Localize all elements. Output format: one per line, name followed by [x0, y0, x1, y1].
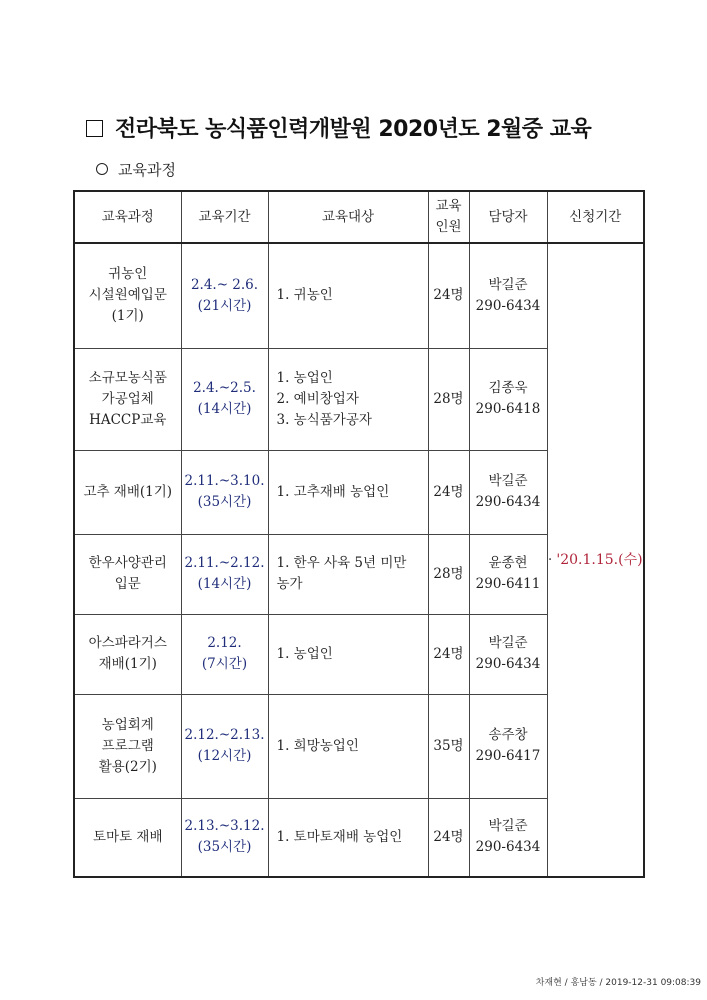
- manager-phone: 290-6434: [475, 494, 541, 510]
- course-cell: [74, 450, 181, 534]
- header-count-line-1: 교육: [435, 198, 462, 214]
- count-cell: 24명: [428, 798, 469, 877]
- course-line: 입문: [114, 576, 141, 592]
- section-subtitle-text: 교육과정: [118, 161, 176, 179]
- course-line: 한우사양관리: [88, 555, 167, 571]
- target-line: 1. 토마토재배 농업인: [276, 828, 403, 845]
- course-line: 프로그램: [101, 737, 154, 754]
- period-dates: 2.4.~2.5.: [193, 380, 256, 396]
- manager-cell: [469, 694, 547, 798]
- header-count-line-2: 인원: [435, 219, 462, 235]
- count-cell: 28명: [428, 348, 469, 450]
- period-cell: [181, 450, 268, 534]
- course-line: 고추 재배(1기): [83, 483, 173, 500]
- target-line: 3. 농식품가공자: [276, 411, 372, 428]
- manager-phone: 290-6434: [475, 839, 541, 856]
- period-hours: (12시간): [197, 748, 252, 764]
- target-line: 1. 고추재배 농업인: [276, 483, 390, 500]
- manager-cell: [469, 534, 547, 614]
- course-cell: [74, 348, 181, 450]
- period-hours: (21시간): [197, 297, 252, 314]
- course-cell: [74, 694, 181, 798]
- header-course: 교육과정: [74, 191, 181, 243]
- target-line: 1. 농업인: [276, 369, 333, 386]
- course-line: 시설원예입문: [88, 287, 167, 304]
- course-cell: [74, 534, 181, 614]
- header-manager: 담당자: [469, 191, 547, 243]
- period-dates: 2.13.~3.12.: [184, 818, 265, 835]
- course-line: 소규모농식품: [88, 369, 167, 386]
- header-period: 교육기간: [181, 191, 268, 243]
- circle-bullet-icon: [96, 163, 108, 175]
- section-subtitle: [96, 159, 176, 180]
- manager-cell: [469, 798, 547, 877]
- count-cell: 24명: [428, 243, 469, 348]
- period-cell: [181, 798, 268, 877]
- course-cell: [74, 614, 181, 694]
- period-dates: 2.11.~2.12.: [184, 555, 265, 571]
- target-cell: [268, 798, 428, 877]
- course-line: 농업회계: [101, 716, 154, 733]
- period-hours: (35시간): [197, 494, 252, 510]
- period-hours: (14시간): [197, 576, 252, 592]
- manager-name: 윤종현: [488, 555, 528, 571]
- target-line: 농가: [276, 576, 303, 592]
- page-title: [86, 112, 666, 143]
- course-cell: [74, 798, 181, 877]
- target-line: 1. 농업인: [276, 645, 333, 662]
- period-hours: (7시간): [201, 656, 248, 672]
- checkbox-square-icon: [86, 120, 103, 137]
- apply-period-cell: [547, 243, 644, 877]
- education-schedule-table: [73, 190, 645, 878]
- period-cell: [181, 243, 268, 348]
- period-hours: (35시간): [197, 839, 252, 856]
- period-dates: 2.12.: [207, 635, 242, 651]
- bullet-dot-icon: ·: [547, 551, 553, 568]
- course-line: 활용(2기): [98, 758, 157, 775]
- apply-period-text: '20.1.15.(수): [556, 551, 643, 568]
- period-dates: 2.11.~3.10.: [184, 473, 265, 489]
- course-line: (1기): [111, 308, 144, 325]
- manager-name: 김종욱: [488, 380, 528, 396]
- print-footer: 차재현 / 홍남동 / 2019-12-31 09:08:39: [535, 978, 701, 988]
- manager-phone: 290-6434: [475, 297, 541, 314]
- target-cell: [268, 450, 428, 534]
- manager-name: 박길준: [488, 276, 528, 293]
- manager-name: 박길준: [488, 473, 528, 489]
- count-cell: 24명: [428, 450, 469, 534]
- count-cell: 24명: [428, 614, 469, 694]
- header-target: 교육대상: [268, 191, 428, 243]
- count-cell: 28명: [428, 534, 469, 614]
- table-row: [74, 243, 644, 348]
- course-line: 아스파라거스: [88, 635, 167, 651]
- target-line: 1. 희망농업인: [276, 737, 359, 754]
- table-header-row: [74, 191, 644, 243]
- manager-phone: 290-6417: [475, 748, 541, 764]
- page-title-text: 전라북도 농식품인력개발원 2020년도 2월중 교육: [115, 117, 592, 142]
- course-line: 재배(1기): [98, 656, 157, 672]
- manager-name: 송주창: [488, 727, 528, 743]
- manager-cell: [469, 614, 547, 694]
- target-cell: [268, 614, 428, 694]
- course-cell: [74, 243, 181, 348]
- period-cell: [181, 614, 268, 694]
- target-cell: [268, 243, 428, 348]
- target-cell: [268, 348, 428, 450]
- manager-phone: 290-6418: [475, 401, 541, 417]
- course-line: 토마토 재배: [93, 828, 163, 845]
- target-line: 1. 귀농인: [276, 287, 333, 304]
- target-cell: [268, 534, 428, 614]
- count-cell: 35명: [428, 694, 469, 798]
- manager-cell: [469, 243, 547, 348]
- period-cell: [181, 694, 268, 798]
- course-line: HACCP교육: [89, 411, 167, 428]
- period-cell: [181, 534, 268, 614]
- course-line: 가공업체: [101, 390, 154, 407]
- manager-cell: [469, 348, 547, 450]
- manager-cell: [469, 450, 547, 534]
- manager-name: 박길준: [488, 635, 528, 651]
- period-cell: [181, 348, 268, 450]
- period-dates: 2.12.~2.13.: [184, 727, 265, 743]
- target-line: 2. 예비창업자: [276, 390, 359, 407]
- period-hours: (14시간): [197, 401, 252, 417]
- course-line: 귀농인: [108, 266, 148, 283]
- header-apply: 신청기간: [547, 191, 644, 243]
- header-count: [428, 191, 469, 243]
- target-line: 1. 한우 사육 5년 미만: [276, 555, 407, 571]
- manager-phone: 290-6411: [475, 576, 541, 592]
- manager-phone: 290-6434: [475, 656, 541, 672]
- target-cell: [268, 694, 428, 798]
- period-dates: 2.4.~ 2.6.: [190, 276, 259, 293]
- manager-name: 박길준: [488, 818, 528, 835]
